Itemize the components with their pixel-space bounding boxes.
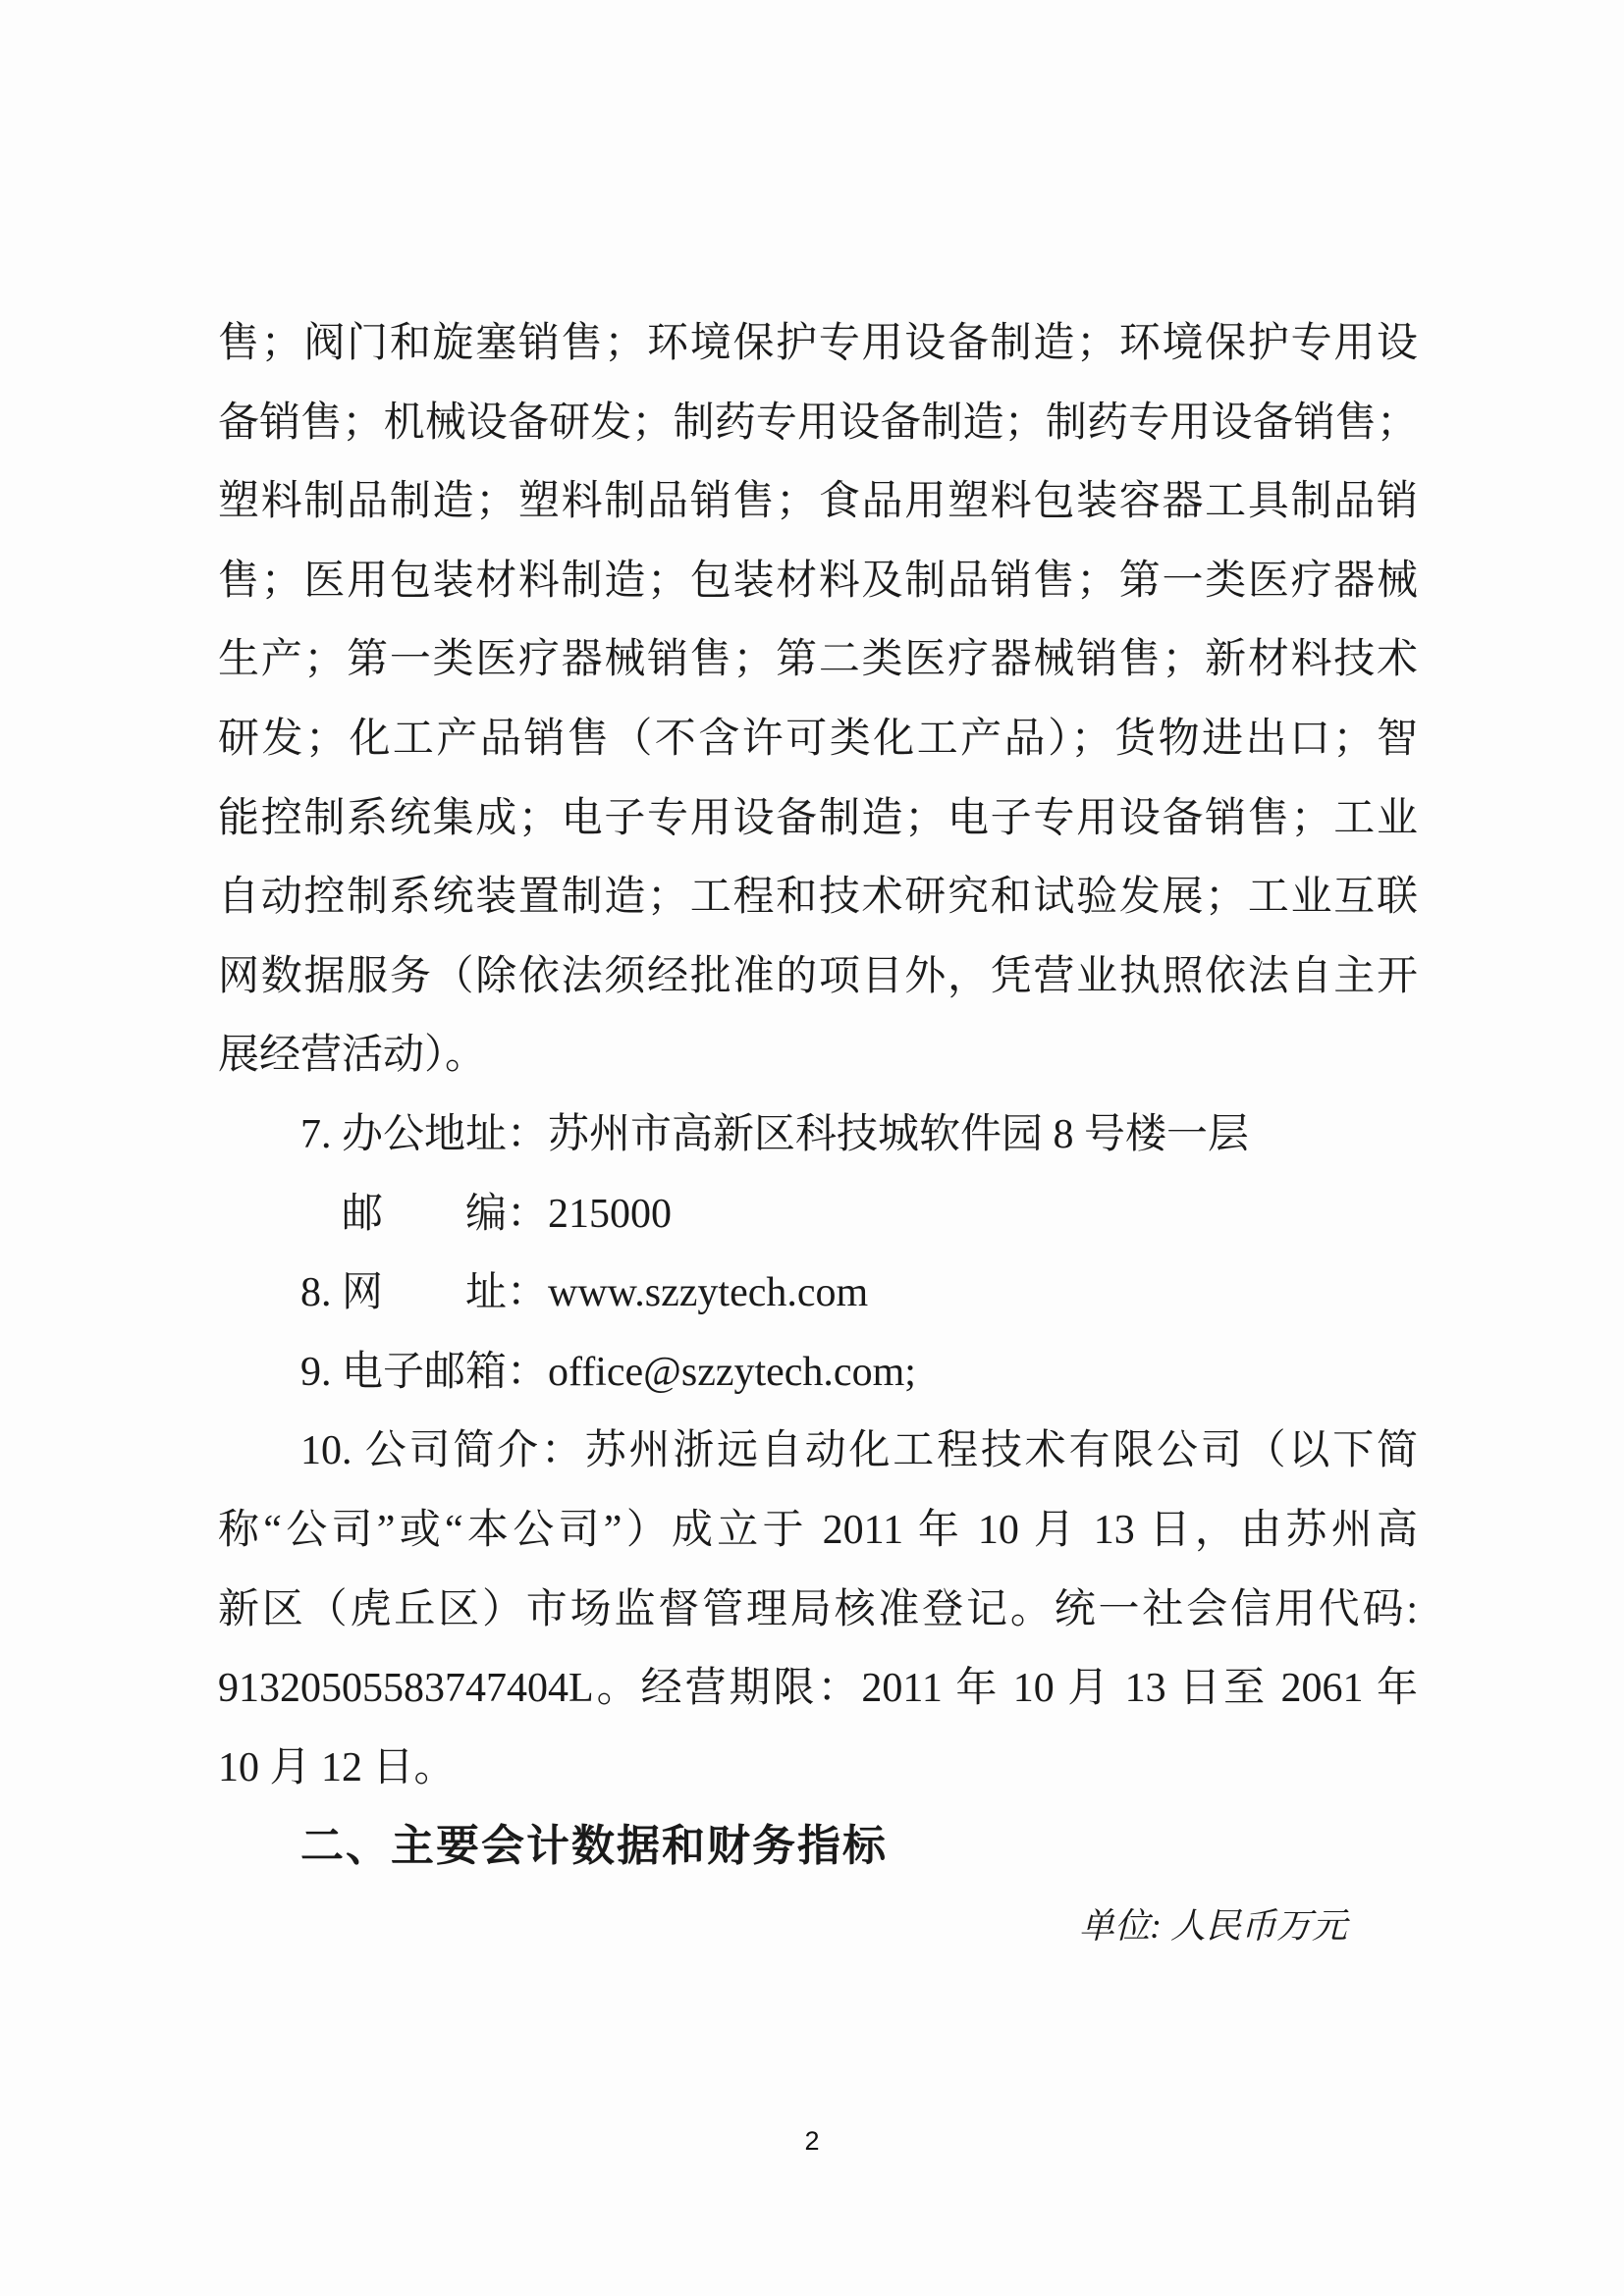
section-heading: 二、主要会计数据和财务指标 (300, 1822, 888, 1871)
page-number: 2 (804, 2126, 820, 2156)
business-scope-line: 售；医用包装材料制造；包装材料及制品销售；第一类医疗器械 (218, 558, 1418, 604)
website-line: 8. 网 址：www.szzytech.com (300, 1270, 869, 1316)
business-scope-line: 售；阀门和旋塞销售；环境保护专用设备制造；环境保护专用设 (218, 321, 1418, 366)
company-intro-line: 10 月 12 日。 (218, 1744, 456, 1790)
business-scope-line: 备销售；机械设备研发；制药专用设备制造；制药专用设备销售； (218, 400, 1418, 446)
email-line: 9. 电子邮箱：office@szzytech.com; (300, 1349, 916, 1395)
company-intro-line: 10. 公司简介：苏州浙远自动化工程技术有限公司（以下简 (300, 1428, 1418, 1474)
business-scope-line: 塑料制品制造；塑料制品销售；食品用塑料包装容器工具制品销 (218, 479, 1418, 525)
office-address-line: 7. 办公地址：苏州市高新区科技城软件园 8 号楼一层 (300, 1111, 1250, 1157)
postal-code-line: 邮 编：215000 (342, 1191, 673, 1237)
business-scope-line: 展经营活动）。 (218, 1033, 487, 1079)
business-scope-line: 研发；化工产品销售（不含许可类化工产品）；货物进出口；智 (218, 716, 1418, 762)
business-scope-line: 网数据服务（除依法须经批准的项目外，凭营业执照依法自主开 (218, 953, 1418, 999)
company-intro-line: 称“公司”或“本公司”）成立于 2011 年 10 月 13 日，由苏州高 (218, 1507, 1418, 1553)
document-body (218, 304, 1418, 1965)
business-scope-line: 生产；第一类医疗器械销售；第二类医疗器械销售；新材料技术 (218, 637, 1418, 683)
unit-note: 单位: 人民币万元 (1079, 1905, 1347, 1946)
company-intro-line: 新区（虎丘区）市场监督管理局核准登记。统一社会信用代码: (218, 1586, 1418, 1632)
business-scope-line: 能控制系统集成；电子专用设备制造；电子专用设备销售；工业 (218, 795, 1418, 841)
company-intro-line: 91320505583747404L。经营期限：2011 年 10 月 13 日至 2061 年 (218, 1666, 1418, 1712)
business-scope-line: 自动控制系统装置制造；工程和技术研究和试验发展；工业互联 (218, 875, 1418, 921)
